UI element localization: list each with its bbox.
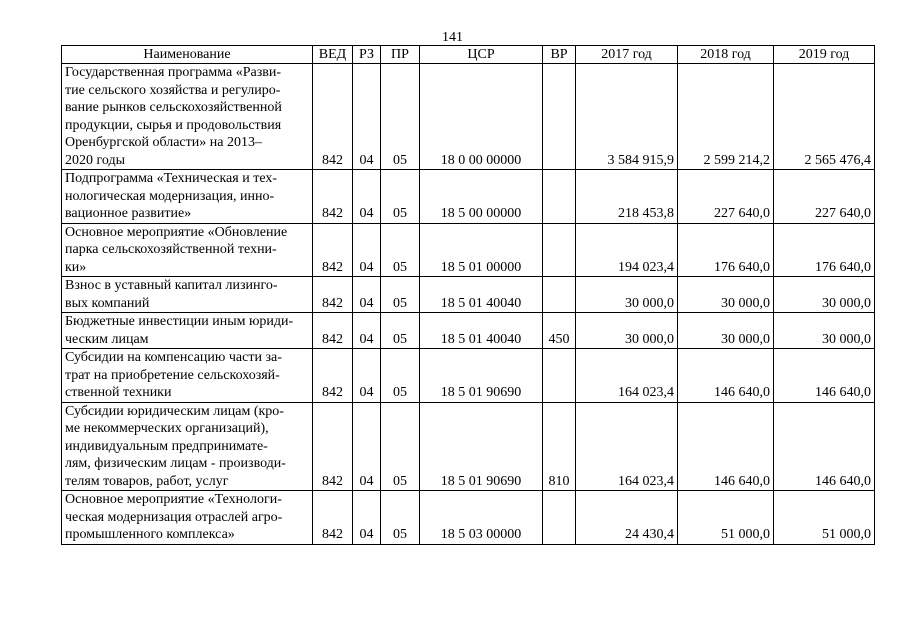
header-row: [62, 46, 875, 64]
cell-2017: 24 430,4: [576, 491, 678, 545]
cell-name: [62, 313, 313, 349]
cell-pr: 05: [381, 277, 420, 313]
cell-2019: 227 640,0: [774, 170, 875, 224]
cell-vr: [543, 170, 576, 224]
name-line: Бюджетные инвестиции иным юриди-: [65, 314, 294, 329]
cell-2017: 30 000,0: [576, 277, 678, 313]
cell-rz: 04: [353, 349, 381, 403]
cell-vr: 450: [543, 313, 576, 349]
cell-ved: 842: [313, 170, 353, 224]
name-line: вание рынков сельскохозяйственной: [65, 100, 282, 115]
name-line: Основное мероприятие «Обновление: [65, 224, 288, 240]
cell-ved: 842: [313, 402, 353, 491]
cell-name: [62, 491, 313, 545]
cell-name: [62, 223, 313, 277]
cell-ved: 842: [313, 223, 353, 277]
name-line: нологическая модернизация, инно-: [65, 188, 275, 204]
cell-pr: 05: [381, 349, 420, 403]
cell-2019: 51 000,0: [774, 491, 875, 545]
cell-csr: 18 0 00 00000: [420, 64, 543, 170]
name-line: промышленного комплекса»: [65, 527, 235, 542]
cell-2018: 146 640,0: [678, 349, 774, 403]
name-line: Субсидии юридическим лицам (кро-: [65, 403, 284, 419]
cell-name: [62, 64, 313, 170]
cell-vr: 810: [543, 402, 576, 491]
cell-2019: 176 640,0: [774, 223, 875, 277]
cell-csr: 18 5 01 00000: [420, 223, 543, 277]
name-line: ческим лицам: [65, 331, 149, 347]
cell-2018: 51 000,0: [678, 491, 774, 545]
cell-name: [62, 170, 313, 224]
col-header-2018: 2018 год: [678, 46, 774, 64]
cell-pr: 05: [381, 170, 420, 224]
cell-ved: 842: [313, 64, 353, 170]
cell-rz: 04: [353, 313, 381, 349]
table-row: [62, 313, 875, 349]
cell-name: [62, 349, 313, 403]
cell-pr: 05: [381, 491, 420, 545]
cell-csr: 18 5 01 40040: [420, 313, 543, 349]
cell-ved: 842: [313, 349, 353, 403]
name-line: Государственная программа «Разви-: [65, 65, 281, 80]
name-line: индивидуальным предпринимате-: [65, 438, 268, 454]
cell-2018: 30 000,0: [678, 277, 774, 313]
cell-csr: 18 5 03 00000: [420, 491, 543, 545]
name-line: Субсидии на компенсацию части за-: [65, 350, 282, 365]
cell-2017: 194 023,4: [576, 223, 678, 277]
cell-rz: 04: [353, 491, 381, 545]
name-line: вых компаний: [65, 295, 150, 311]
cell-rz: 04: [353, 223, 381, 277]
cell-pr: 05: [381, 402, 420, 491]
col-header-2017: 2017 год: [576, 46, 678, 64]
name-line: ки»: [65, 259, 87, 275]
cell-pr: 05: [381, 64, 420, 170]
cell-2018: 227 640,0: [678, 170, 774, 224]
col-header-pr: ПР: [381, 46, 420, 64]
cell-ved: 842: [313, 313, 353, 349]
cell-2019: 146 640,0: [774, 402, 875, 491]
name-line: продукции, сырья и продовольствия: [65, 117, 282, 133]
col-header-2019: 2019 год: [774, 46, 875, 64]
table-row: [62, 277, 875, 313]
cell-pr: 05: [381, 313, 420, 349]
name-line: Основное мероприятие «Технологи-: [65, 492, 282, 507]
col-header-ved: ВЕД: [313, 46, 353, 64]
budget-table: [61, 45, 875, 545]
cell-rz: 04: [353, 64, 381, 170]
cell-2017: 30 000,0: [576, 313, 678, 349]
cell-vr: [543, 223, 576, 277]
name-line: ственной техники: [65, 385, 172, 400]
name-line: ме некоммерческих организаций),: [65, 421, 269, 436]
col-header-name: Наименование: [62, 46, 313, 64]
name-line: вационное развитие»: [65, 206, 192, 221]
cell-2018: 176 640,0: [678, 223, 774, 277]
cell-2019: 30 000,0: [774, 277, 875, 313]
table-row: [62, 170, 875, 224]
page-number: 141: [442, 30, 463, 45]
cell-ved: 842: [313, 491, 353, 545]
cell-name: [62, 277, 313, 313]
cell-csr: 18 5 00 00000: [420, 170, 543, 224]
col-header-vr: ВР: [543, 46, 576, 64]
name-line: 2020 годы: [65, 152, 126, 168]
cell-2018: 2 599 214,2: [678, 64, 774, 170]
cell-2017: 218 453,8: [576, 170, 678, 224]
name-line: Оренбургской области» на 2013–: [65, 135, 262, 150]
name-line: ческая модернизация отраслей агро-: [65, 509, 283, 525]
cell-2019: 146 640,0: [774, 349, 875, 403]
cell-csr: 18 5 01 90690: [420, 402, 543, 491]
cell-rz: 04: [353, 170, 381, 224]
cell-2018: 30 000,0: [678, 313, 774, 349]
col-header-rz: РЗ: [353, 46, 381, 64]
table-row: [62, 349, 875, 403]
cell-vr: [543, 349, 576, 403]
cell-csr: 18 5 01 90690: [420, 349, 543, 403]
cell-ved: 842: [313, 277, 353, 313]
cell-csr: 18 5 01 40040: [420, 277, 543, 313]
name-line: парка сельскохозяйственной техни-: [65, 242, 277, 257]
cell-2017: 164 023,4: [576, 402, 678, 491]
table-row: [62, 223, 875, 277]
cell-name: [62, 402, 313, 491]
cell-vr: [543, 277, 576, 313]
cell-vr: [543, 491, 576, 545]
name-line: Взнос в уставный капитал лизинго-: [65, 278, 278, 293]
table-row: [62, 491, 875, 545]
table-row: [62, 64, 875, 170]
col-header-csr: ЦСР: [420, 46, 543, 64]
name-line: лям, физическим лицам - производи-: [65, 456, 286, 471]
cell-2017: 164 023,4: [576, 349, 678, 403]
cell-vr: [543, 64, 576, 170]
cell-rz: 04: [353, 402, 381, 491]
cell-pr: 05: [381, 223, 420, 277]
cell-2017: 3 584 915,9: [576, 64, 678, 170]
cell-2019: 30 000,0: [774, 313, 875, 349]
table-row: [62, 402, 875, 491]
cell-2019: 2 565 476,4: [774, 64, 875, 170]
name-line: Подпрограмма «Техническая и тех-: [65, 171, 278, 186]
cell-2018: 146 640,0: [678, 402, 774, 491]
name-line: телям товаров, работ, услуг: [65, 473, 229, 489]
name-line: тие сельского хозяйства и регулиро-: [65, 82, 281, 98]
name-line: трат на приобретение сельскохозяй-: [65, 367, 280, 383]
cell-rz: 04: [353, 277, 381, 313]
